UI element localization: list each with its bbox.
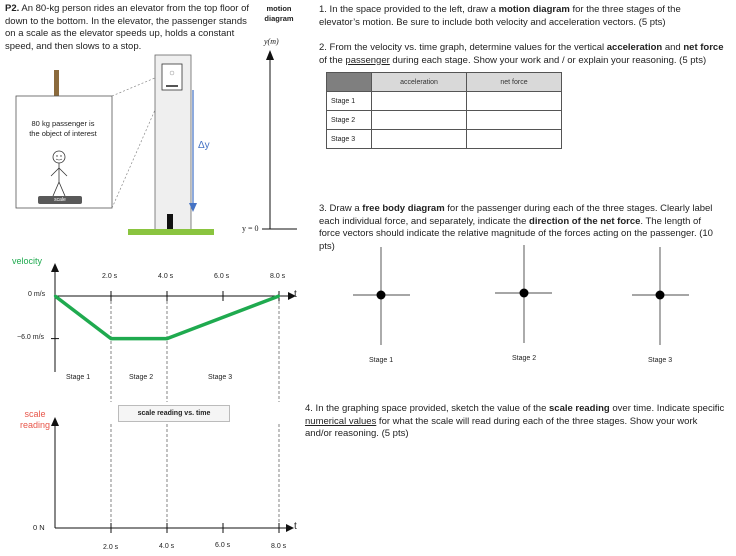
motion-title-line2: diagram: [264, 14, 294, 23]
table-header-net-force: net force: [467, 73, 562, 92]
question-4: [305, 403, 725, 441]
motion-zero-label: y = 0: [242, 224, 259, 233]
velocity-tick-label: 2.0 s: [102, 273, 118, 280]
q4-bold: scale reading: [549, 403, 610, 414]
fbd-stage-1[interactable]: [353, 247, 410, 345]
fbd-label-stage-1: Stage 1: [369, 357, 394, 364]
scale-zero-label: 0 N: [33, 523, 45, 532]
table-row-label: Stage 1: [327, 92, 372, 111]
q2-post: during each stage. Show your work and / or explain your reasoning. (5 pts): [389, 54, 707, 66]
velocity-t-label: t: [294, 289, 297, 300]
table-row-label: Stage 3: [327, 130, 372, 149]
scale-tick-label-4: 4.0 s: [159, 543, 175, 550]
q2-bold1: acceleration: [606, 42, 663, 53]
problem-text: An 80-kg person rides an elevator from the top floor of down to the bottom. In the elevator, the passenger stands on a scale as the elevator speeds up, holds a constant speed, and then slows to a stop.: [5, 3, 249, 52]
velocity-tick-label: 6.0 s: [214, 273, 230, 280]
scale-tick-label-2: 2.0 s: [103, 544, 119, 551]
q3-bold2: direction of the net force: [529, 215, 641, 227]
scale-t-label: t: [294, 521, 297, 532]
scale-ylabel-line1: scale: [24, 409, 46, 419]
q1-bold: motion diagram: [498, 4, 570, 15]
inset-caption-line2: the object of interest: [29, 129, 97, 138]
table-header-acceleration: acceleration: [372, 73, 467, 92]
q3-pre: 3. Draw a: [319, 203, 363, 214]
stage-1-label: Stage 1: [66, 374, 91, 381]
problem-label: P2.: [5, 3, 20, 14]
q4-mid: over time. Indicate specific: [609, 403, 725, 414]
q3-bold1: free body diagram: [362, 203, 445, 214]
scale-tick-label-8: 8.0 s: [271, 543, 287, 550]
scale-tick-label-6: 6.0 s: [215, 542, 231, 549]
velocity-min-label: −6.0 m/s: [17, 334, 45, 341]
stage-3-label: Stage 3: [208, 374, 233, 381]
inset-caption-line1: 80 kg passenger is: [31, 119, 95, 128]
q1-post: for the three stages of the elevator’s motion. Be sure to include both velocity and acceleration vectors. (5 pts): [319, 4, 681, 28]
scale-graph-title: scale reading vs. time: [118, 405, 230, 422]
velocity-tick-label: 8.0 s: [270, 273, 286, 280]
q4-underlined: numerical values: [305, 415, 377, 427]
q2-pre: 2. From the velocity vs. time graph, determine values for the vertical: [319, 42, 607, 53]
q4-pre: 4. In the graphing space provided, sketch the value of the: [305, 403, 549, 414]
q2-underlined: passenger: [345, 54, 390, 66]
q3-mid: for the passenger during each of the three stages. Clearly label each individual force, and separately, indicate the: [319, 203, 713, 227]
fbd-stage-3[interactable]: [632, 247, 689, 345]
q3-post: . The length of force vectors should indicate the relative magnitude of the forces acting on the passenger. (10 pts): [319, 215, 713, 252]
fbd-label-stage-2: Stage 2: [512, 355, 537, 362]
scale-ylabel-line2: reading: [20, 420, 51, 430]
motion-axis-label: y(m): [264, 37, 279, 46]
q2-mid: and: [662, 42, 684, 53]
fbd-stage-2[interactable]: [495, 245, 552, 343]
q2-bold2: net force: [683, 42, 724, 53]
q2-mid2: of the: [319, 54, 346, 66]
scale-label: scale: [54, 197, 66, 203]
motion-title-line1: motion: [266, 4, 292, 13]
velocity-ylabel: velocity: [12, 256, 43, 266]
table-row-label: Stage 2: [327, 111, 372, 130]
q4-post: for what the scale will read during each of the three stages. Show your work and/or reasoning. (5 pts): [305, 415, 698, 439]
velocity-tick-label: 4.0 s: [158, 273, 174, 280]
q1-pre: 1. In the space provided to the left, draw a: [319, 4, 499, 15]
fbd-label-stage-3: Stage 3: [648, 357, 673, 364]
velocity-zero-label: 0 m/s: [28, 291, 46, 298]
delta-y-label: Δy: [198, 140, 210, 151]
stage-2-label: Stage 2: [129, 374, 154, 381]
